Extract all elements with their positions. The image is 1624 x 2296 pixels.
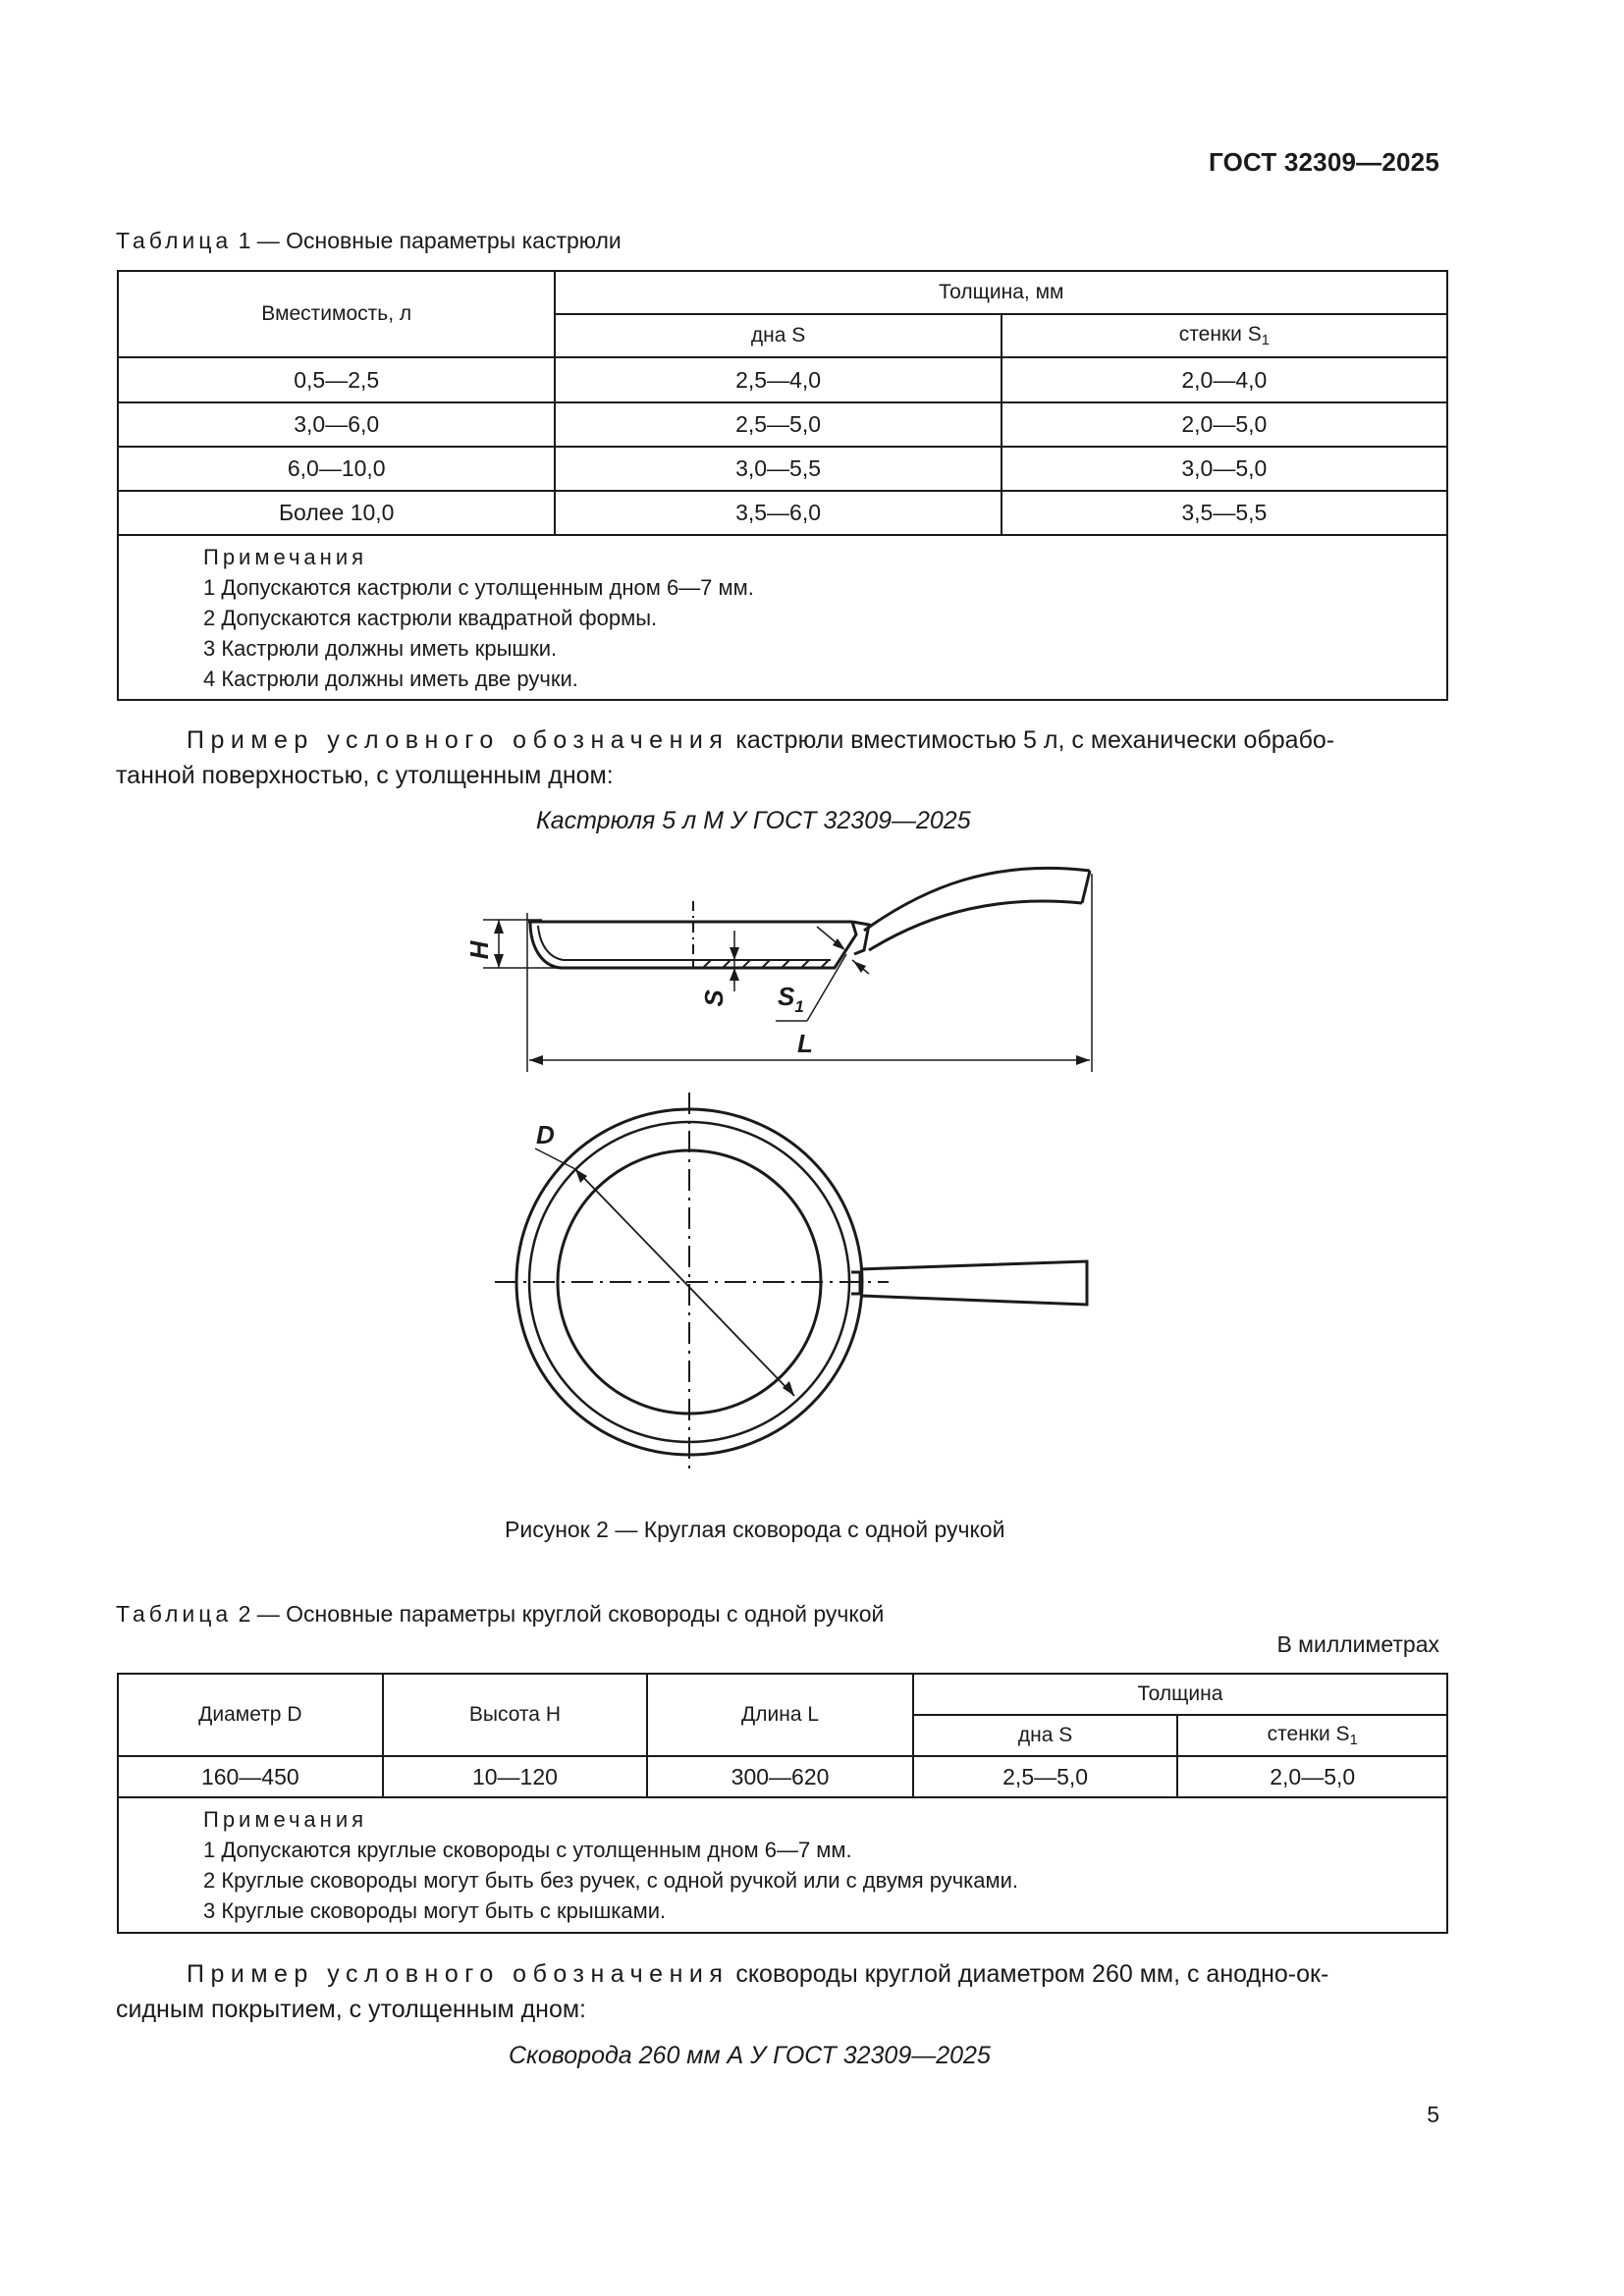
diameter-line	[575, 1169, 794, 1396]
table-cell: 2,0—5,0	[1001, 402, 1447, 447]
label-s1	[778, 982, 804, 1016]
note-item: 2 Круглые сковороды могут быть без ручек, с одной ручкой или с двумя ручками.	[203, 1868, 1019, 1893]
example2-line2: сидным покрытием, с утолщенным дном:	[116, 1996, 587, 2023]
example2-line1: сковороды круглой диаметром 260 мм, с анодно-ок-	[729, 1960, 1329, 1988]
table1-header-wall-sub: 1	[1261, 333, 1270, 348]
table-cell: 10—120	[383, 1756, 648, 1797]
label-h: H	[464, 940, 494, 960]
table2-header-wall-text: стенки S	[1267, 1723, 1350, 1745]
table2-caption	[116, 1601, 884, 1628]
example2-paragraph	[116, 1956, 1441, 2027]
table-cell: 3,0—6,0	[118, 402, 555, 447]
page-number: 5	[1427, 2102, 1439, 2127]
note-item: 3 Кастрюли должны иметь крышки.	[203, 636, 558, 661]
example1-designation: Кастрюля 5 л М У ГОСТ 32309—2025	[536, 807, 971, 834]
table-cell: 6,0—10,0	[118, 447, 555, 491]
handle-top-edge	[864, 868, 1090, 931]
table1-caption-text: 1 — Основные параметры кастрюли	[232, 228, 622, 253]
table-cell: 3,0—5,5	[555, 447, 1001, 491]
label-d: D	[536, 1120, 555, 1149]
note-item: 4 Кастрюли должны иметь две ручки.	[203, 667, 578, 691]
table2-header-height: Высота H	[383, 1674, 648, 1756]
table-cell: 2,5—5,0	[913, 1756, 1178, 1797]
table1-header-capacity: Вместимость, л	[118, 271, 555, 357]
label-s1-sub: 1	[794, 997, 804, 1016]
example1-lead: Пример условного обозначения	[187, 726, 730, 754]
document-header: ГОСТ 32309—2025	[1209, 147, 1439, 177]
pan-top-view	[495, 1093, 1087, 1472]
table-cell: 3,0—5,0	[1001, 447, 1447, 491]
notes-title: Примечания	[203, 1807, 368, 1832]
table2-header-length: Длина L	[647, 1674, 913, 1756]
example1-line1: кастрюли вместимостью 5 л, с механически обрабо-	[729, 726, 1335, 754]
table-cell: 2,0—4,0	[1001, 357, 1447, 402]
label-l: L	[797, 1029, 813, 1058]
table-cell: 2,0—5,0	[1177, 1756, 1447, 1797]
table-cell: 3,5—6,0	[555, 491, 1001, 535]
table2-header-wall	[1177, 1715, 1447, 1756]
figure-caption: Рисунок 2 — Круглая сковорода с одной ручкой	[505, 1517, 1005, 1542]
table2-units: В миллиметрах	[1276, 1631, 1439, 1657]
table-row	[118, 1756, 1447, 1797]
s1-leader	[807, 954, 846, 1021]
table2-header-wall-sub: 1	[1349, 1733, 1358, 1748]
example2-lead: Пример условного обозначения	[187, 1960, 730, 1988]
table-cell: 160—450	[118, 1756, 383, 1797]
table1-header-bottom: дна S	[555, 314, 1001, 357]
notes-title: Примечания	[203, 545, 368, 569]
table2-header-diameter: Диаметр D	[118, 1674, 383, 1756]
note-item: 2 Допускаются кастрюли квадратной формы.	[203, 606, 658, 630]
pan-inner-line	[538, 926, 831, 960]
label-s1-main: S	[778, 982, 795, 1011]
table2-caption-text: 2 — Основные параметры круглой сковороды с одной ручкой	[232, 1601, 885, 1627]
table2	[117, 1673, 1448, 1934]
example1-line2: танной поверхностью, с утолщенным дном:	[116, 762, 614, 789]
handle-top-outline	[860, 1261, 1087, 1305]
table-cell: Более 10,0	[118, 491, 555, 535]
handle-end	[1082, 871, 1090, 903]
table-cell: 300—620	[647, 1756, 913, 1797]
table2-header-bottom: дна S	[913, 1715, 1178, 1756]
table2-header-thickness: Толщина	[913, 1674, 1447, 1715]
table1-header-thickness: Толщина, мм	[555, 271, 1447, 314]
note-item: 1 Допускаются круглые сковороды с утолщенным дном 6—7 мм.	[203, 1838, 852, 1862]
table-cell: 0,5—2,5	[118, 357, 555, 402]
table-cell: 2,5—5,0	[555, 402, 1001, 447]
table1-caption-prefix: Таблица	[116, 228, 233, 253]
table-cell: 3,5—5,5	[1001, 491, 1447, 535]
table1-header-wall-text: стенки S	[1178, 323, 1262, 346]
table-cell: 2,5—4,0	[555, 357, 1001, 402]
table2-notes	[118, 1797, 1447, 1933]
note-item: 3 Круглые сковороды могут быть с крышками.	[203, 1898, 667, 1923]
note-item: 1 Допускаются кастрюли с утолщенным дном 6—7 мм.	[203, 575, 754, 600]
table2-caption-prefix: Таблица	[116, 1601, 233, 1627]
label-s: S	[699, 989, 729, 1007]
example2-designation: Сковорода 260 мм А У ГОСТ 32309—2025	[509, 2042, 991, 2069]
